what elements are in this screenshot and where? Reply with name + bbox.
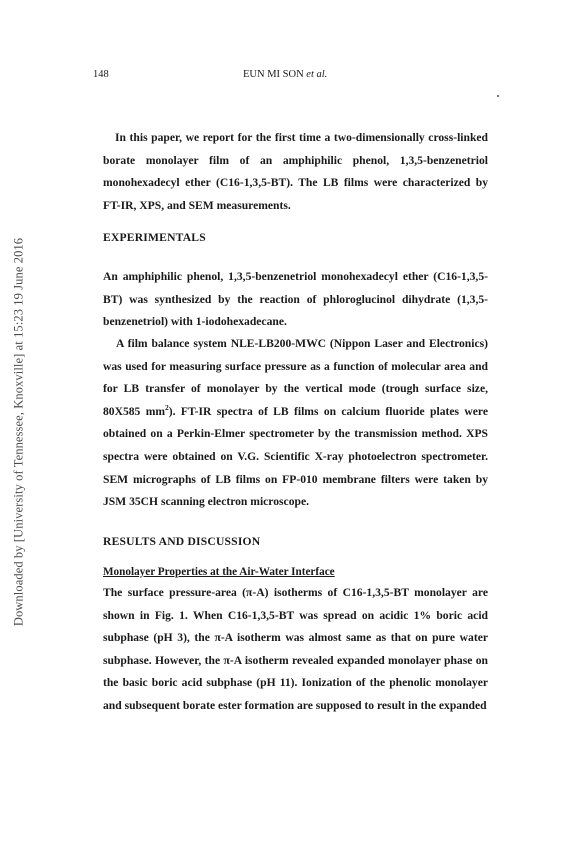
experimentals-paragraph-1: An amphiphilic phenol, 1,3,5-benzenetriol monohexadecyl ether (C16-1,3,5-BT) was synthesized by the reaction of phloroglucinol dihydrate (1,3,5-benzenetriol) with 1-iodohexadecane. <box>103 270 488 329</box>
experimentals-paragraph-2-part-2: ). FT-IR spectra of LB films on calcium fluoride plates were obtained on a Perkin-Elmer spectrometer by the transmission method. XPS spectra were obtained on V.G. Scientific X-ray photoelectron spectrometer. SEM micrographs of LB films on FP-010 membrane filters were taken by JSM 35CH scanning electron microscope. <box>103 404 488 509</box>
section-heading-results: RESULTS AND DISCUSSION <box>103 535 261 548</box>
section-heading-experimentals: EXPERIMENTALS <box>103 231 206 244</box>
subsection-heading-monolayer: Monolayer Properties at the Air-Water Interface <box>103 566 335 578</box>
page-number: 148 <box>93 69 109 80</box>
scan-speck <box>497 95 499 97</box>
experimentals-paragraph-2 <box>103 333 488 514</box>
running-head-etal: et al. <box>306 69 328 80</box>
superscript-2: 2 <box>165 402 169 412</box>
results-paragraph-1: The surface pressure-area (π-A) isotherms of C16-1,3,5-BT monolayer are shown in Fig. 1. When C16-1,3,5-BT was spread on acidic 1% boric acid subphase (pH 3), the π-A isotherm was almost same as that on pure water subphase. However, the π-A isotherm revealed expanded monolayer phase on the basic boric acid subphase (pH 11). Ionization of the phenolic monolayer and subsequent borate ester formation are supposed to result in the expanded <box>103 586 488 712</box>
intro-paragraph: In this paper, we report for the first time a two-dimensionally cross-linked borate monolayer film of an amphiphilic phenol, 1,3,5-benzenetriol monohexadecyl ether (C16-1,3,5-BT). The LB films were characterized by FT-IR, XPS, and SEM measurements. <box>103 131 488 212</box>
experimentals-paragraph-2-part-1: A film balance system NLE-LB200-MWC (Nippon Laser and Electronics) was used for measuring surface pressure as a function of molecular area and for LB transfer of monolayer by the vertical mode (trough surface size, 80X585 mm <box>103 337 488 418</box>
running-head-authors: EUN MI SON <box>243 69 307 80</box>
download-watermark: Downloaded by [University of Tennessee, Knoxville] at 15:23 19 June 2016 <box>11 237 26 627</box>
running-head <box>243 69 327 80</box>
